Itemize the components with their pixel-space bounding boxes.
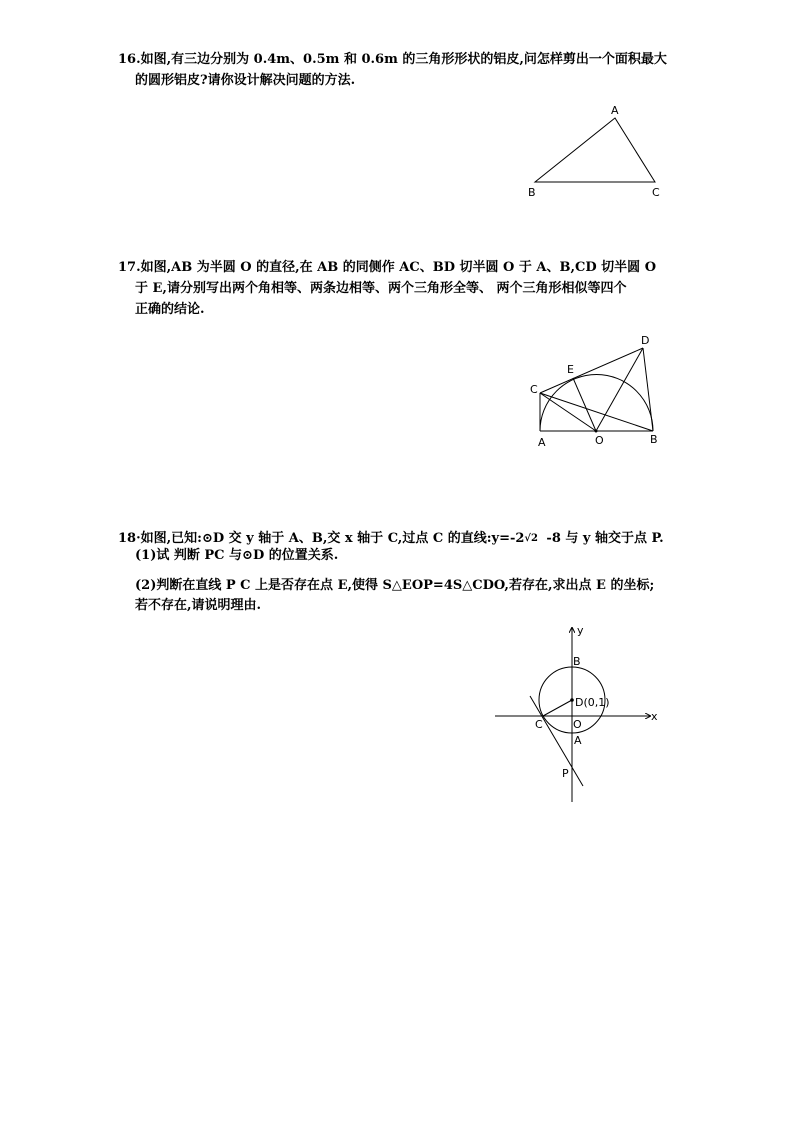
label-a: A <box>611 104 619 117</box>
semicircle-o <box>540 375 653 432</box>
triangle-abc <box>535 118 655 182</box>
q16-text-line1: 16.如图,有三边分别为 0.4m、0.5m 和 0.6m 的三角形形状的铝皮,问怎样剪出一个面积最大 <box>118 52 667 67</box>
label-b: B <box>573 655 581 668</box>
q16-text-line2: 的圆形铝皮?请你设计解决问题的方法. <box>135 73 356 88</box>
q17-text-line1: 17.如图,AB 为半圆 O 的直径,在 AB 的同侧作 AC、BD 切半圆 O 于 A、B,CD 切半圆 O <box>118 260 657 275</box>
q18-text-line4: 若不存在,请说明理由. <box>135 598 262 613</box>
sqrt-two-radical: √2 <box>524 533 538 544</box>
label-c: C <box>652 186 660 199</box>
q18-line1-part-b: -8 与 y 轴交于点 P. <box>546 531 664 546</box>
label-c: C <box>530 383 538 396</box>
q18-coordinate-figure <box>490 620 670 810</box>
label-o: O <box>573 718 582 731</box>
q16-triangle-figure <box>520 100 670 205</box>
q18-line1-part-a: 18·如图,已知:⊙D 交 y 轴于 A、B,交 x 轴于 C,过点 C 的直线:y=-2 <box>118 531 525 546</box>
label-x: x <box>651 710 658 723</box>
q18-text-line2: (1)试 判断 PC 与⊙D 的位置关系. <box>135 548 339 563</box>
label-p: P <box>562 767 569 780</box>
label-a: A <box>538 436 546 449</box>
label-b: B <box>528 186 536 199</box>
q17-text-line3: 正确的结论. <box>135 302 205 317</box>
label-y: y <box>577 624 584 637</box>
label-a: A <box>574 734 582 747</box>
q18-text-line1 <box>118 531 664 547</box>
label-d: D <box>641 334 650 347</box>
label-b: B <box>650 433 658 446</box>
label-d: D(0,1) <box>575 696 610 709</box>
q18-text-line3: (2)判断在直线 P C 上是否存在点 E,使得 S△EOP=4S△CDO,若存在,求出点 E 的坐标; <box>135 578 655 593</box>
label-c: C <box>535 718 543 731</box>
label-o: O <box>595 434 604 447</box>
q17-semicircle-figure <box>525 330 675 455</box>
label-e: E <box>567 363 574 376</box>
q17-text-line2: 于 E,请分别写出两个角相等、两条边相等、两个三角形全等、 两个三角形相似等四个 <box>135 281 627 296</box>
